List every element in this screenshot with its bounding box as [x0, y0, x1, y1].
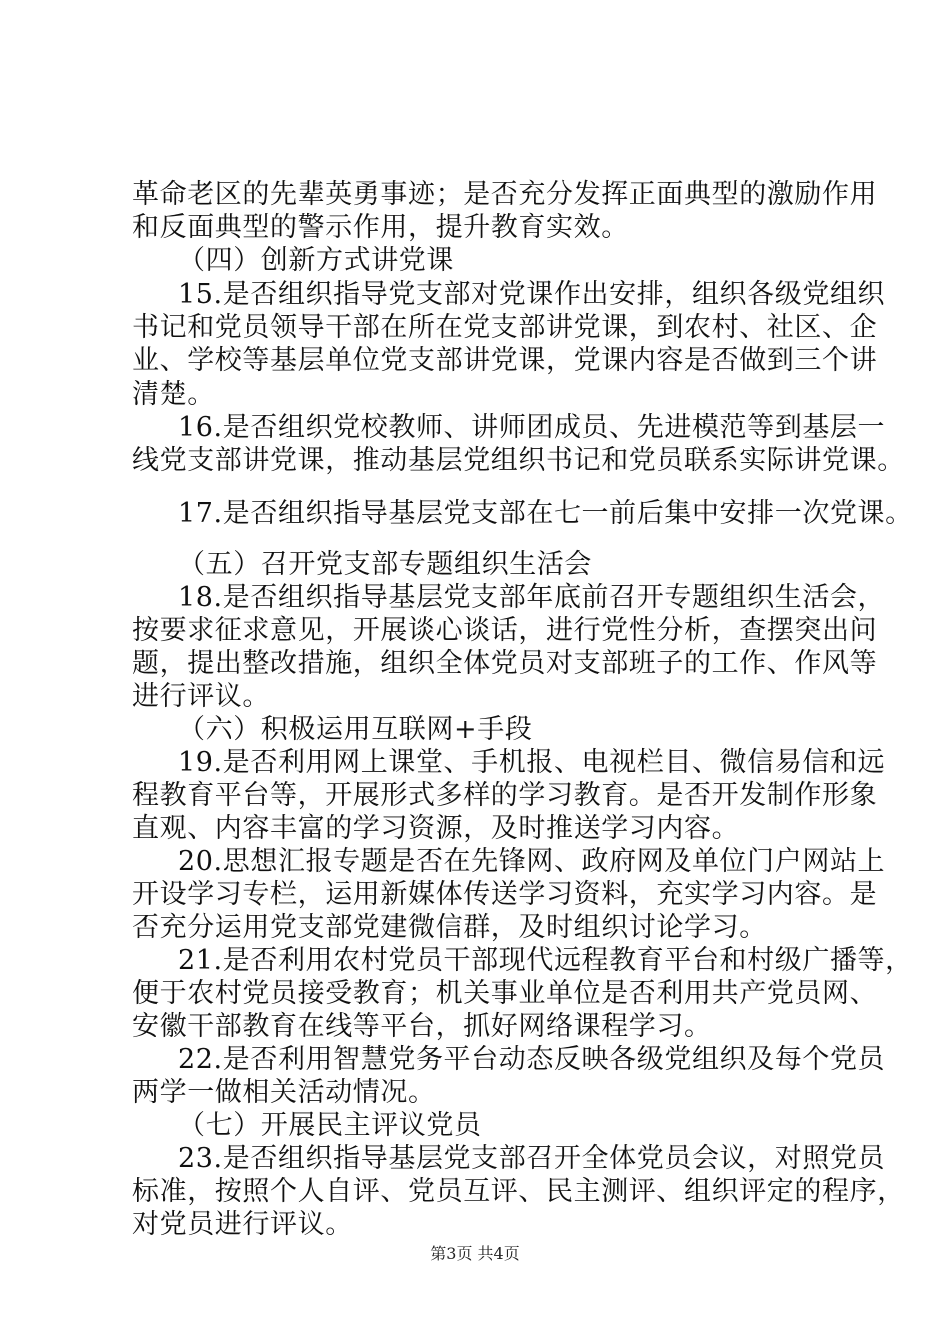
- body-line: 和反面典型的警示作用，提升教育实效。: [132, 212, 629, 243]
- item-line: 21.是否利用农村党员干部现代远程教育平台和村级广播等，: [178, 945, 913, 976]
- section-heading: （六）积极运用互联网+手段: [178, 714, 533, 745]
- item-line: 16.是否组织党校教师、讲师团成员、先进模范等到基层一: [178, 412, 886, 443]
- body-line: 按要求征求意见，开展谈心谈话，进行党性分析，查摆突出问: [132, 615, 878, 646]
- body-line: 开设学习专栏，运用新媒体传送学习资料，充实学习内容。是: [132, 879, 878, 910]
- body-line: 革命老区的先辈英勇事迹；是否充分发挥正面典型的激励作用: [132, 179, 878, 210]
- item-line: 17.是否组织指导基层党支部在七一前后集中安排一次党课。: [178, 498, 913, 529]
- item-line: 15.是否组织指导党支部对党课作出安排，组织各级党组织: [178, 279, 886, 310]
- section-heading: （四）创新方式讲党课: [178, 245, 454, 276]
- body-line: 题，提出整改措施，组织全体党员对支部班子的工作、作风等: [132, 648, 878, 679]
- body-line: 直观、内容丰富的学习资源，及时推送学习内容。: [132, 813, 740, 844]
- body-line: 书记和党员领导干部在所在党支部讲党课，到农村、社区、企: [132, 312, 878, 343]
- item-line: 23.是否组织指导基层党支部召开全体党员会议，对照党员: [178, 1143, 886, 1174]
- body-line: 清楚。: [132, 379, 215, 410]
- section-heading: （七）开展民主评议党员: [178, 1110, 482, 1141]
- body-line: 对党员进行评议。: [132, 1209, 353, 1240]
- item-line: 22.是否利用智慧党务平台动态反映各级党组织及每个党员: [178, 1044, 886, 1075]
- body-line: 业、学校等基层单位党支部讲党课，党课内容是否做到三个讲: [132, 345, 878, 376]
- body-line: 否充分运用党支部党建微信群，及时组织讨论学习。: [132, 912, 767, 943]
- body-line: 标准，按照个人自评、党员互评、民主测评、组织评定的程序，: [132, 1176, 905, 1207]
- item-line: 18.是否组织指导基层党支部年底前召开专题组织生活会，: [178, 582, 886, 613]
- item-line: 19.是否利用网上课堂、手机报、电视栏目、微信易信和远: [178, 747, 886, 778]
- body-line: 进行评议。: [132, 681, 270, 712]
- body-line: 程教育平台等，开展形式多样的学习教育。是否开发制作形象: [132, 780, 878, 811]
- section-heading: （五）召开党支部专题组织生活会: [178, 549, 592, 580]
- body-line: 便于农村党员接受教育；机关事业单位是否利用共产党员网、: [132, 978, 878, 1009]
- body-line: 线党支部讲党课，推动基层党组织书记和党员联系实际讲党课。: [132, 445, 905, 476]
- body-line: 两学一做相关活动情况。: [132, 1077, 436, 1108]
- body-line: 安徽干部教育在线等平台，抓好网络课程学习。: [132, 1011, 712, 1042]
- page-number: 第3页 共4页: [430, 1244, 520, 1263]
- item-line: 20.思想汇报专题是否在先锋网、政府网及单位门户网站上: [178, 846, 886, 877]
